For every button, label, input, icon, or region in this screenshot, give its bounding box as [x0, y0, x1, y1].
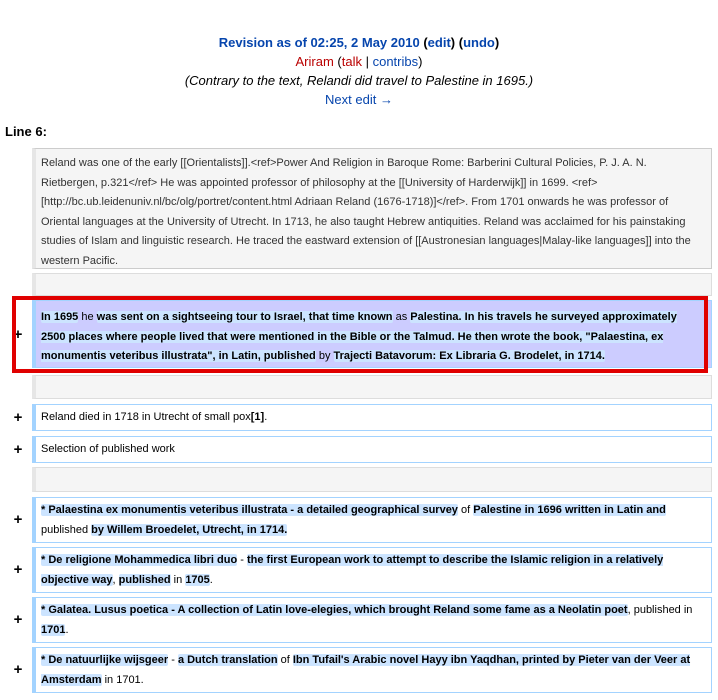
- empty-cell: [32, 467, 712, 492]
- user-line: Ariram (talk | contribs): [295, 54, 423, 69]
- talk-link[interactable]: talk: [341, 54, 362, 69]
- plain-text: -: [237, 554, 247, 566]
- changed-text: * Galatea. Lusus poetica - A collection of Latin love-elegies, which brought Reland some fame as a Neolatin poet: [41, 604, 628, 616]
- next-edit-link[interactable]: Next edit →: [325, 92, 393, 107]
- added-cell: [32, 547, 712, 593]
- plus-marker: +: [13, 511, 23, 528]
- changed-text: Trajecti Batavorum: Ex Libraria G. Brodelet, in 1714.: [333, 350, 605, 362]
- diff-header: [0, 0, 718, 109]
- added-cell: Selection of published work: [32, 436, 712, 463]
- revision-title: Revision as of 02:25, 2 May 2010 (edit) (undo): [218, 35, 500, 50]
- changed-text: Palestine in 1696 written in Latin and: [473, 504, 666, 516]
- plain-text: -: [168, 654, 178, 666]
- user-link[interactable]: Ariram: [295, 54, 334, 69]
- context-cell: Reland was one of the early [[Orientalists]].<ref>Power And Religion in Baroque Rome: Barberini Cultural Policies, P. J. A. N. Rietbergen, p.321</ref> He was appointed professor of philosophy at the [[University of Harderwijk]] in 1699. <ref>[http://bc.ub.leidenuniv.nl/bc/olg/portret/content.html Adriaan Reland (1676-1718)]</ref>. From 1701 onwards he was professor of Oriental languages at the University of Utrecht. In 1713, he also taught Hebrew antiquities. Reland was acclaimed for his painstaking studies of Islam and linguistic research. He traced the eastward extension of [[Austronesian languages|Malay-like languages]] into the western Pacific.: [32, 148, 712, 269]
- changed-text: by Willem Broedelet, Utrecht, in 1714.: [91, 523, 288, 536]
- plain-text: by: [315, 350, 334, 362]
- plain-text: of: [277, 654, 293, 666]
- contribs-link[interactable]: contribs: [372, 54, 419, 69]
- plain-text: .: [65, 623, 69, 636]
- empty-cell: [32, 273, 712, 296]
- died-text: Reland died in 1718 in Utrecht of small pox: [41, 411, 251, 423]
- added-cell: [32, 647, 712, 693]
- added-cell: [32, 497, 712, 543]
- changed-text: In 1695: [41, 311, 79, 323]
- changed-text: was sent on a sightseeing tour to Israel, that time known: [96, 311, 393, 323]
- changed-text: * Palaestina ex monumentis veteribus illustrata - a detailed geographical survey: [41, 504, 458, 516]
- revision-link[interactable]: Revision as of 02:25, 2 May 2010: [218, 35, 420, 50]
- plain-text: .: [209, 573, 213, 586]
- plus-marker: +: [13, 409, 23, 426]
- changed-text: published: [118, 573, 171, 586]
- died-end: .: [264, 411, 268, 423]
- changed-text: * De religione Mohammedica libri duo: [41, 554, 238, 566]
- plain-text: , published in: [627, 604, 693, 616]
- plus-marker: +: [13, 611, 23, 628]
- plain-text: of: [457, 504, 474, 516]
- plain-text: published: [41, 523, 92, 536]
- added-cell: [32, 300, 712, 368]
- changed-text: 1705: [185, 573, 210, 586]
- changed-text: Ibn Tufail's Arabic novel Hayy ibn Yaqdhan, printed by Pieter van der Veer at Amsterdam: [41, 654, 691, 686]
- changed-text: a Dutch translation: [177, 654, 278, 666]
- edit-link[interactable]: edit: [427, 35, 451, 50]
- plus-marker: +: [13, 561, 23, 578]
- added-cell: [32, 597, 712, 643]
- plus-marker: +: [13, 326, 23, 343]
- line-label: Line 6:: [5, 124, 47, 139]
- plain-text: as: [392, 311, 411, 323]
- added-cell: [32, 404, 712, 431]
- plain-text: in 1701.: [101, 673, 144, 686]
- changed-text: 1701: [41, 623, 66, 636]
- empty-cell: [32, 375, 712, 399]
- plain-text: ,: [112, 573, 119, 586]
- ref-link[interactable]: [1]: [250, 411, 265, 423]
- changed-text: * De natuurlijke wijsgeer: [41, 654, 169, 666]
- edit-summary: (Contrary to the text, Relandi did travel to Palestine in 1695.): [184, 73, 534, 88]
- plus-marker: +: [13, 661, 23, 678]
- changed-text: Palestina. In his travels he surveyed approximately 2500 places where people lived that were mentioned in the Bible or the Talmud. He then wrote the book, "Palaestina, ex monumentis veteribus illustrata", in Latin, published: [41, 311, 677, 362]
- plain-text: in: [170, 573, 186, 586]
- changed-text: the first European work to attempt to describe the Islamic religion in a relatively objective way: [41, 554, 664, 586]
- plain-text: he: [78, 311, 97, 323]
- undo-link[interactable]: undo: [463, 35, 495, 50]
- plus-marker: +: [13, 441, 23, 458]
